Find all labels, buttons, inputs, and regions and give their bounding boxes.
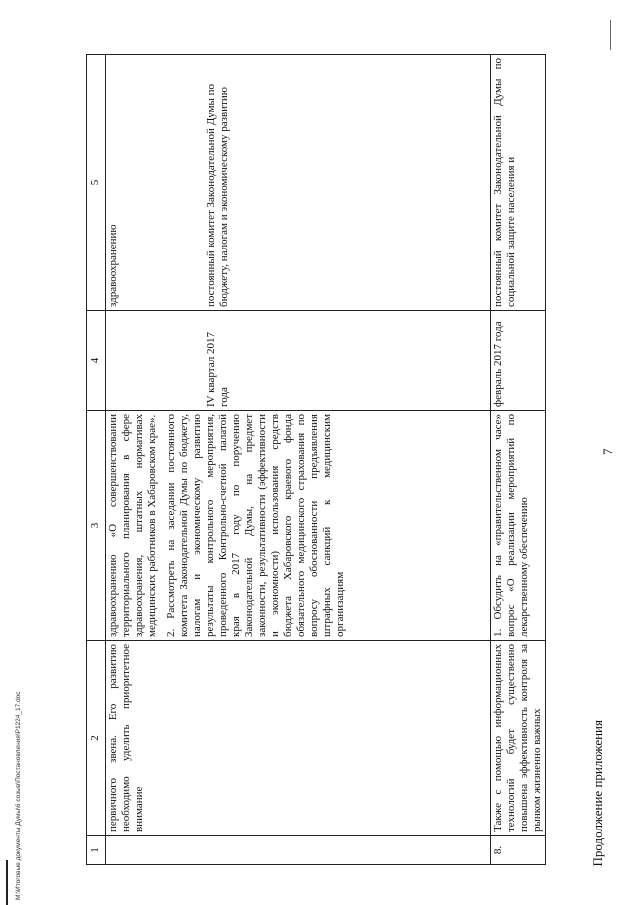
responsible-cell: постоянный комитет Законодательной Думы по социальной защите населения и bbox=[491, 55, 546, 311]
responsible-item: здравоохранению bbox=[107, 224, 119, 307]
deadline-cell: февраль 2017 года bbox=[491, 311, 546, 411]
header-note: Продолжение приложения bbox=[590, 720, 605, 867]
measure-text-cell: Также с помощью информационных технологий будет существенно повышена эффективность контроля за рынком жизненно важных bbox=[491, 641, 546, 836]
responsible-cell bbox=[106, 55, 491, 311]
deadline-item bbox=[107, 314, 199, 407]
page-number: 7 bbox=[600, 448, 615, 455]
column-number-2: 2 bbox=[87, 641, 106, 836]
action-item: 2. Рассмотреть на заседании постоянного комитета Законодательной Думы по бюджету, налогам и экономическому развитию результаты контрольного мероприятия, проведенного Контрольно-счетной палатой края в 2017 году по поручению Законодательной Думы, на предмет законности, результативности (эффективности и экономности) использования средств бюджета Хабаровского краевого фонда обязательного медицинского страхования по вопросу обоснованности предъявления штрафных санкций к медицинским организациям bbox=[165, 414, 346, 637]
action-item: здравоохранению «О совершенствовании территориального планирования в сфере здравоохранения, штатных нормативах медицинских работников в Хабаровском крае». bbox=[107, 414, 158, 637]
table-row bbox=[491, 55, 546, 865]
responsible-item: постоянный комитет Законодательной Думы по бюджету, налогам и экономическому развитию bbox=[205, 83, 230, 307]
row-number-cell: 8. bbox=[491, 836, 546, 865]
deadline-cell bbox=[106, 311, 491, 411]
table-row bbox=[106, 55, 491, 865]
action-text-cell bbox=[106, 411, 491, 641]
deadline-item: IV квартал 2017 года bbox=[205, 332, 230, 407]
table-header-row bbox=[87, 55, 106, 865]
column-number-4: 4 bbox=[87, 311, 106, 411]
document-table bbox=[86, 54, 546, 865]
measure-text-cell: первичного звена. Его развитию необходимо уделить приоритетное внимание bbox=[106, 641, 491, 836]
column-number-3: 3 bbox=[87, 411, 106, 641]
row-number-cell bbox=[106, 836, 491, 865]
footer-file-path: M:\Итоговые документы Думы\6 созыв\Постановления\Р1224_17.doc bbox=[15, 691, 22, 900]
column-number-1: 1 bbox=[87, 836, 106, 865]
action-text-cell: 1. Обсудить на «правительственном часе» вопрос «О реализации мероприятий по лекарственному обеспечению bbox=[491, 411, 546, 641]
column-number-5: 5 bbox=[87, 55, 106, 311]
